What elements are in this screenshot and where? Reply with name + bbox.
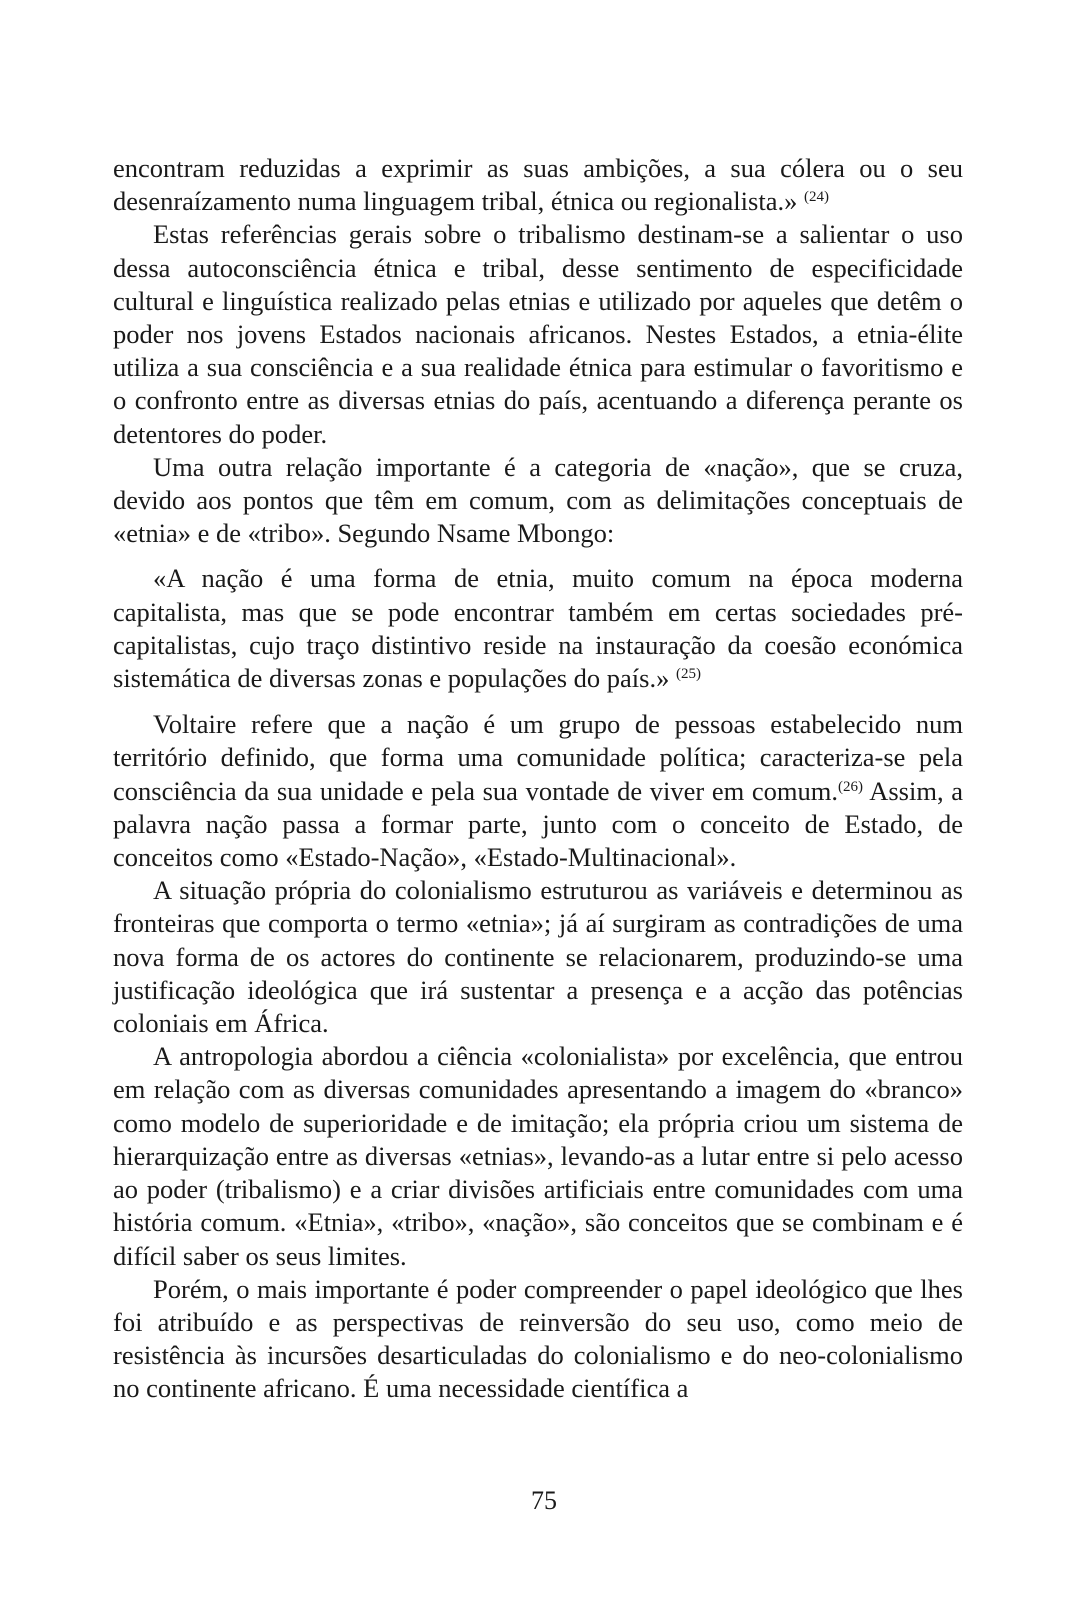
paragraph-text: Uma outra relação importante é a categoria de «nação», que se cruza, devido aos pontos que têm em comum, com as delimitações conceptuais de «etnia» e de «tribo». Segundo Nsame Mbongo:	[113, 451, 963, 549]
footnote-reference: (26)	[838, 778, 864, 795]
paragraph-continuation	[113, 152, 963, 218]
paragraph	[113, 1040, 963, 1272]
paragraph	[113, 708, 963, 874]
quote-text: «A nação é uma forma de etnia, muito comum na época moderna capitalista, mas que se pode encontrar também em certas sociedades pré-capitalistas, cujo traço distintivo reside na instauração da coesão económica sistemática de diversas zonas e populações do país.»	[113, 563, 963, 694]
paragraph-text: A situação própria do colonialismo estruturou as variáveis e determinou as fronteiras que comporta o termo «etnia»; já aí surgiram as contradições de uma nova forma de os actores do continente se relacionarem, produzindo-se uma justificação ideológica que irá sustentar a presença e a acção das potências coloniais em África.	[113, 875, 963, 1039]
paragraph-text: Assim, a palavra nação passa a formar parte, junto com o conceito de Estado, de conceitos como «Estado-Nação», «Estado-Multinacional».	[113, 775, 963, 873]
paragraph-text: Voltaire refere que a nação é um grupo de pessoas estabelecido num território definido, que forma uma comunidade política; caracteriza-se pela consciência da sua unidade e pela sua vontade de viver em comum.	[113, 709, 963, 806]
paragraph	[113, 451, 963, 551]
paragraph	[113, 1273, 963, 1406]
page-number: 75	[531, 1486, 557, 1515]
page-body	[113, 152, 963, 1406]
paragraph-text: Porém, o mais importante é poder compreender o papel ideológico que lhes foi atribuído e as perspectivas de reinversão do seu uso, como meio de resistência às incursões desarticuladas do colonialismo e do neo-colonialismo no continente africano. É uma necessidade científica a	[113, 1273, 963, 1404]
paragraph-text: A antropologia abordou a ciência «colonialista» por excelência, que entrou em relação com as diversas comunidades apresentando a imagem do «branco» como modelo de superioridade e de imitação; ela própria criou um sistema de hierarquização entre as diversas «etnias», levando-as a lutar entre si pelo acesso ao poder (tribalismo) e a criar divisões artificiais entre comunidades com uma história comum. «Etnia», «tribo», «nação», são conceitos que se combinam e é difícil saber os seus limites.	[113, 1041, 963, 1271]
paragraph	[113, 218, 963, 450]
paragraph-text: Estas referências gerais sobre o tribalismo destinam-se a salientar o uso dessa autoconsciência étnica e tribal, desse sentimento de especificidade cultural e linguística realizado pelas etnias e utilizado por aqueles que detêm o poder nos jovens Estados nacionais africanos. Nestes Estados, a etnia-élite utiliza a sua consciência e a sua realidade étnica para estimular o favoritismo e o confronto entre as diversas etnias do país, acentuando a diferença perante os detentores do poder.	[113, 219, 963, 449]
paragraph-text: encontram reduzidas a exprimir as suas ambições, a sua cólera ou o seu desenraízamento numa linguagem tribal, étnica ou regionalista.»	[113, 153, 963, 217]
paragraph	[113, 874, 963, 1040]
footnote-reference: (25)	[675, 666, 701, 683]
block-quote	[113, 562, 963, 695]
footnote-reference: (24)	[803, 189, 829, 206]
